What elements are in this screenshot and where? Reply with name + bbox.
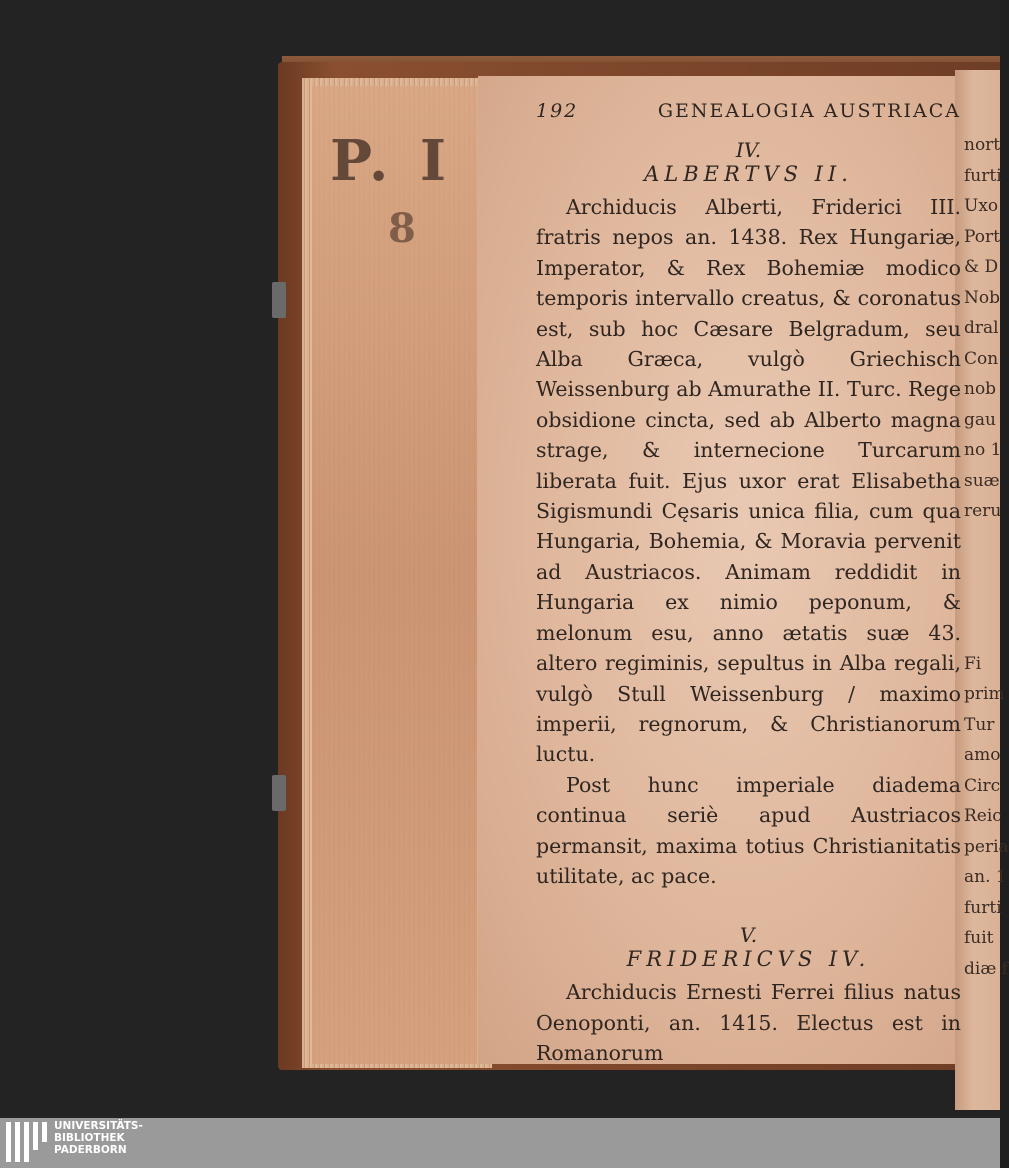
page-text bbox=[536, 100, 961, 1069]
adjacent-page bbox=[955, 70, 1009, 1110]
section-title: ALBERTVS II. bbox=[644, 162, 853, 186]
adjacent-page-fragment: furti bbox=[964, 165, 1002, 186]
adjacent-page-fragment: prim bbox=[964, 684, 1005, 704]
adjacent-page-fragment: Fi bbox=[964, 653, 982, 674]
adjacent-page-fragment bbox=[955, 557, 1000, 588]
adjacent-page-fragment: nob bbox=[964, 379, 997, 399]
adjacent-page-fragment: an. 1 bbox=[964, 867, 1007, 887]
shelfmark-stamp: P. I bbox=[330, 128, 453, 194]
library-logo-icon bbox=[6, 1122, 48, 1162]
adjacent-page-fragment: Nob bbox=[964, 287, 1000, 308]
adjacent-page-fragment: furti bbox=[964, 897, 1002, 918]
section-numeral: IV. bbox=[735, 138, 762, 162]
section-title: FRIDERICVS IV. bbox=[626, 947, 871, 972]
adjacent-page-fragment: amo bbox=[964, 745, 1001, 765]
paragraph: Archiducis Alberti, Friderici III. fratris nepos an. 1438. Rex Hungariæ, Imperator, & Rex Bohemiæ modico temporis intervallo creatus, & coronatus est, sub hoc Cæsare Belgradum, seu Alba Græca, vulgò Griechisch Weissenburg ab Amurathe II. Turc. Rege obsidione cincta, sed ab Alberto magna strage, & internecione Turcarum liberata fuit. Ejus uxor erat Elisabetha Sigismundi Cęsaris unica filia, cum qua Hungaria, Bohemia, & Moravia pervenit ad Austriacos. Animam reddidit in Hungaria ex nimio peponum, & melonum esu, anno ætatis suæ 43. altero regiminis, sepultus in Alba regali, vulgò Stull Weissenburg / maximo imperii, regnorum, & Christianorum luctu. bbox=[536, 195, 961, 767]
adjacent-page-fragment: dral bbox=[964, 318, 999, 338]
adjacent-page-fragment: & D bbox=[964, 257, 999, 277]
adjacent-page-fragment: peria bbox=[964, 836, 1009, 857]
adjacent-page-fragment: Uxo bbox=[964, 196, 999, 216]
adjacent-page-fragment bbox=[955, 527, 1000, 558]
shelfmark-stamp-sub: 8 bbox=[388, 205, 416, 252]
adjacent-page-fragment: Con bbox=[964, 348, 999, 369]
adjacent-page-fragment bbox=[955, 618, 1000, 649]
adjacent-page-fragment: Circ bbox=[964, 775, 1001, 796]
running-header bbox=[536, 100, 961, 122]
adjacent-page-fragment: fuit bbox=[964, 928, 994, 948]
adjacent-page-fragment: gau bbox=[964, 409, 996, 430]
adjacent-page-fragment bbox=[955, 588, 1000, 619]
adjacent-page-fragment: Reic bbox=[964, 806, 1002, 826]
adjacent-page-fragment: no 1 bbox=[964, 440, 1002, 460]
running-head: GENEALOGIA AUSTRIACA bbox=[657, 100, 961, 122]
adjacent-page-fragment: suæ bbox=[964, 470, 1000, 491]
adjacent-page-fragment: diæ f bbox=[964, 958, 1008, 979]
adjacent-page-fragment: nort bbox=[964, 135, 1001, 155]
footer-bar bbox=[0, 1118, 1000, 1168]
adjacent-page-fragment: reru bbox=[964, 501, 1002, 521]
clasp-bottom bbox=[272, 775, 286, 811]
paragraph: Post hunc imperiale diadema continua seriè apud Austriacos permansit, maxima totius Christianitatis utilitate, ac pace. bbox=[536, 772, 961, 888]
adjacent-page-fragment: Port bbox=[964, 226, 1000, 247]
page-number: 192 bbox=[536, 100, 579, 122]
paragraph: Archiducis Ernesti Ferrei filius natus Oenoponti, an. 1415. Electus est in Romanorum bbox=[536, 980, 961, 1066]
adjacent-page-fragment: Tur bbox=[964, 714, 995, 735]
library-name: UNIVERSITÄTS- BIBLIOTHEK PADERBORN bbox=[54, 1120, 143, 1156]
clasp-top bbox=[272, 282, 286, 318]
section-numeral: V. bbox=[739, 923, 758, 948]
